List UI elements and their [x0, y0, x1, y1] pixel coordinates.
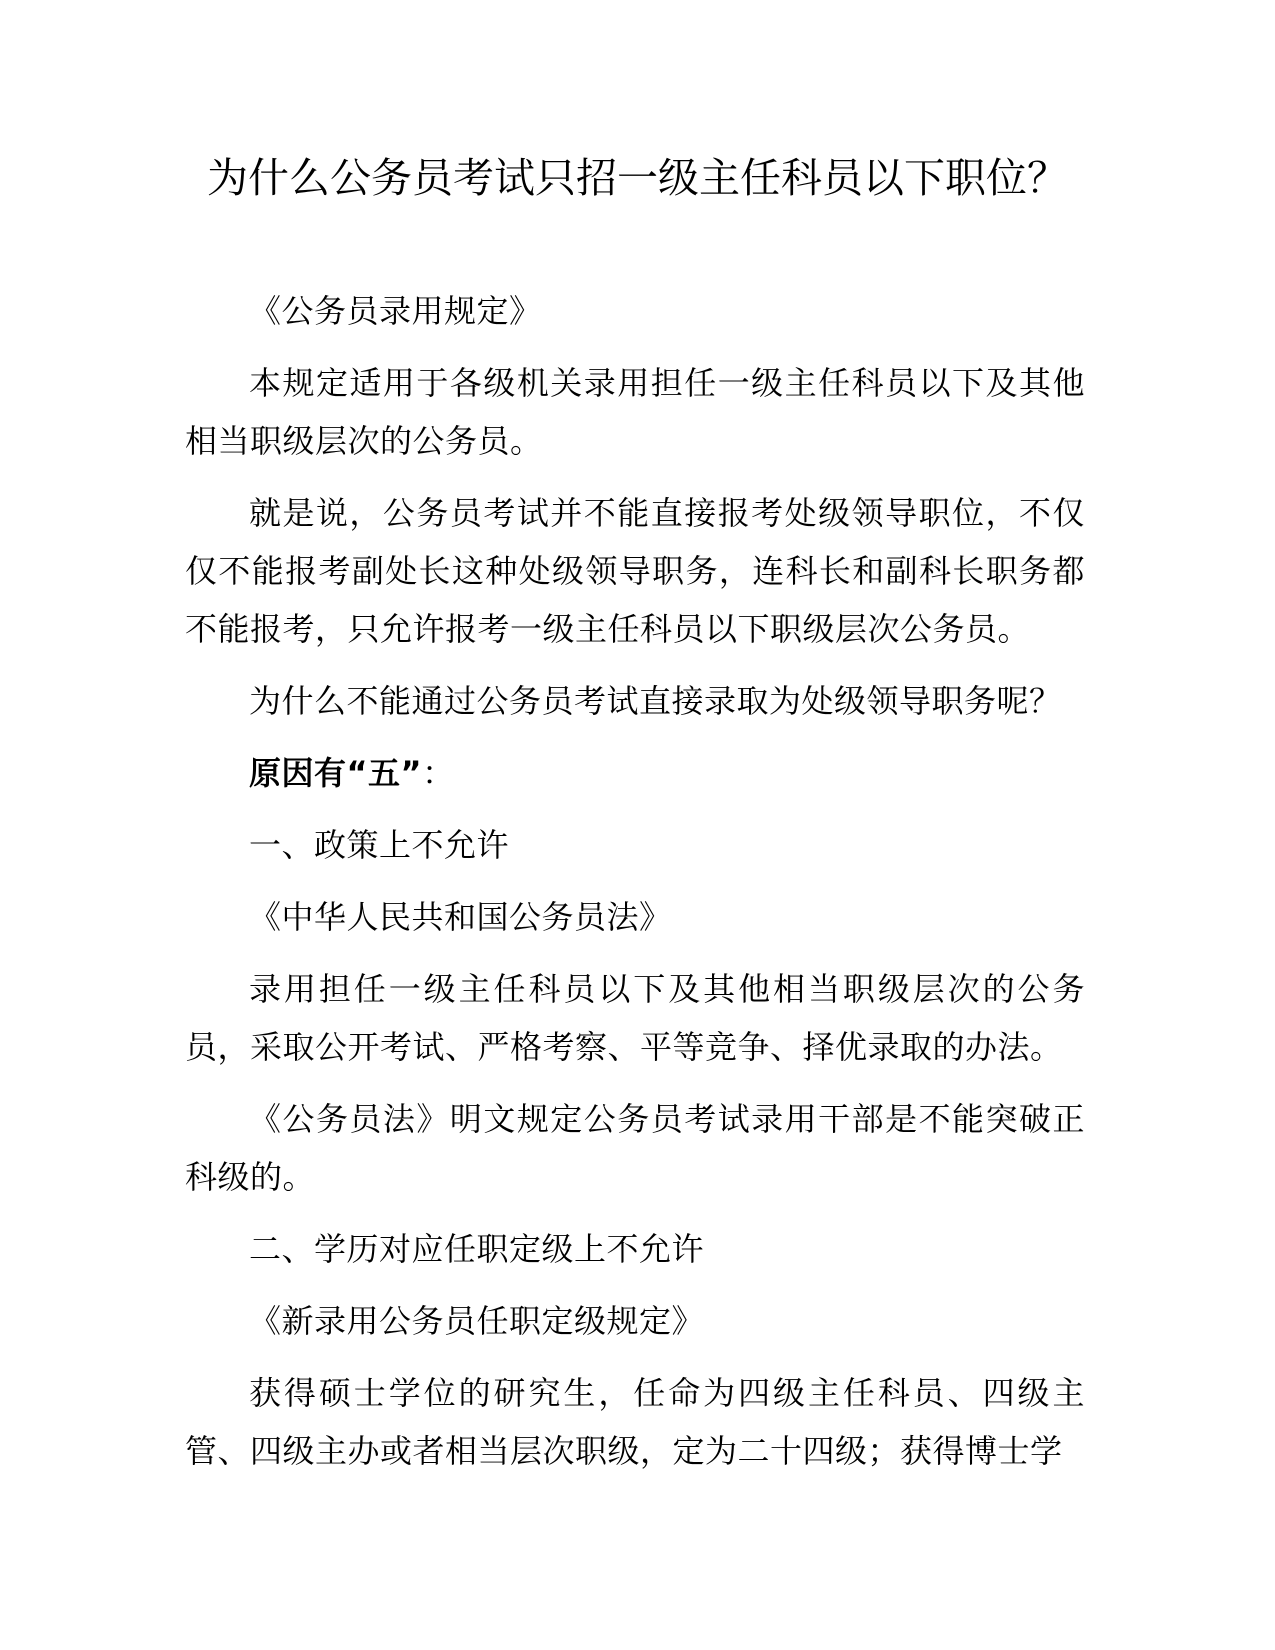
reasons-heading-text: 原因有“五” [249, 754, 423, 792]
paragraph-reason-one: 一、政策上不允许 [249, 826, 510, 864]
paragraph-question: 为什么不能通过公务员考试直接录取为处级领导职务呢？ [249, 682, 1062, 720]
paragraph-law-summary: 《公务员法》明文规定公务员考试录用干部是不能突破正科级的。 [185, 1100, 1085, 1196]
paragraph-regulation-title-2: 《新录用公务员任职定级规定》 [249, 1302, 705, 1340]
document-body [185, 282, 1085, 1494]
reasons-heading-colon: ： [422, 754, 455, 792]
paragraph-regulation-title-1: 《公务员录用规定》 [249, 292, 542, 330]
paragraph-reasons-heading [185, 744, 1085, 802]
paragraph-reason-two: 二、学历对应任职定级上不允许 [249, 1230, 705, 1268]
paragraph-law-quote: 录用担任一级主任科员以下及其他相当职级层次的公务员，采取公开考试、严格考察、平等竞争、择优录取的办法。 [185, 970, 1085, 1066]
document-title: 为什么公务员考试只招一级主任科员以下职位？ [207, 154, 1068, 202]
paragraph-degree-rule: 获得硕士学位的研究生，任命为四级主任科员、四级主管、四级主办或者相当层次职级，定为二十四级；获得博士学 [185, 1374, 1085, 1470]
paragraph-explanation: 就是说，公务员考试并不能直接报考处级领导职位，不仅仅不能报考副处长这种处级领导职务，连科长和副科长职务都不能报考，只允许报考一级主任科员以下职级层次公务员。 [185, 494, 1085, 648]
paragraph-law-title: 《中华人民共和国公务员法》 [249, 898, 672, 936]
paragraph-scope: 本规定适用于各级机关录用担任一级主任科员以下及其他相当职级层次的公务员。 [185, 364, 1085, 460]
